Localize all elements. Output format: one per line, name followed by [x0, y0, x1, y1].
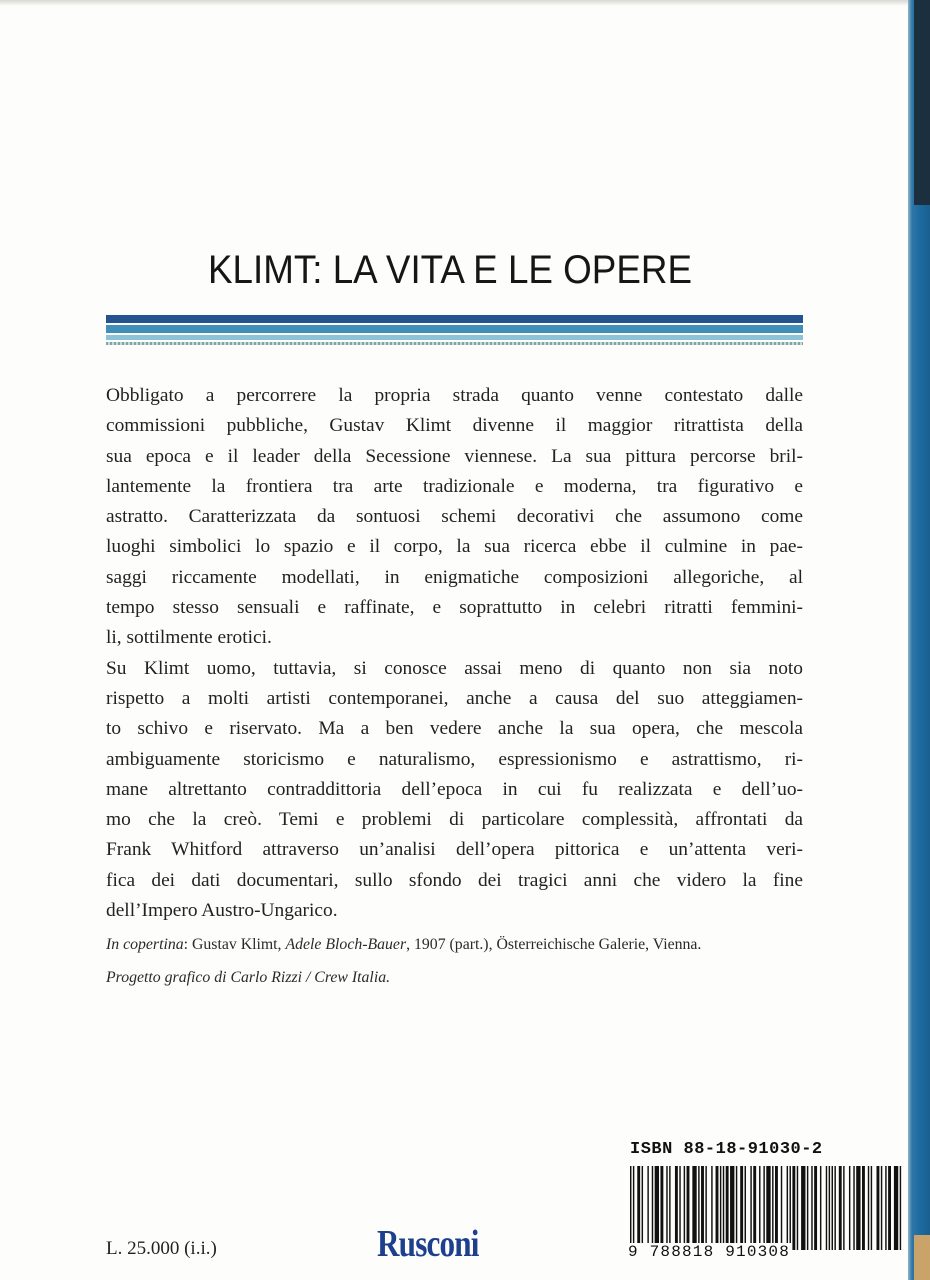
barcode-bar	[736, 1166, 737, 1250]
barcode-bar	[637, 1166, 640, 1250]
barcode-bar	[807, 1166, 808, 1250]
barcode-bar	[811, 1166, 812, 1250]
blurb-line: Obbligato a percorrere la propria strada quanto venne contestato dalle	[106, 385, 803, 406]
blurb-line: lantemente la frontiera tra arte tradizionale e moderna, tra figurativo e	[106, 475, 803, 497]
barcode-bar	[730, 1166, 734, 1250]
barcode-bar	[660, 1166, 663, 1250]
blurb-paragraph-2	[106, 654, 803, 927]
blurb-line: rispetto a molti artisti contemporanei, anche a causa del suo atteggiamen-	[106, 687, 803, 709]
barcode-bar	[750, 1166, 751, 1250]
barcode-bar	[834, 1166, 835, 1250]
barcode-bar	[885, 1166, 886, 1250]
book-title: KLIMT: LA VITA E LE OPERE	[207, 248, 693, 292]
blurb-line: tempo stesso sensuali e raffinate, e soprattutto in celebri ritratti femmini-	[106, 597, 803, 619]
barcode-bar	[669, 1166, 670, 1250]
barcode-bar	[856, 1166, 860, 1250]
barcode-bar	[726, 1166, 729, 1250]
barcode-bar	[745, 1166, 746, 1250]
barcode-bar	[900, 1166, 901, 1250]
barcode-bar	[877, 1166, 880, 1250]
blurb-line: dell’Impero Austro-Ungarico.	[106, 900, 338, 922]
blurb-text	[106, 381, 803, 926]
barcode-digits: 9 788818 910308	[628, 1243, 791, 1261]
spine-tan-block	[914, 1235, 930, 1280]
barcode-bar	[849, 1166, 850, 1250]
barcode-bar	[829, 1166, 830, 1250]
design-credit-text: Progetto grafico di Carlo Rizzi / Crew Italia.	[106, 969, 391, 986]
barcode-bar	[647, 1166, 648, 1250]
blurb-line: mo che la creò. Temi e problemi di particolare complessità, affrontati da	[106, 809, 803, 831]
barcode-bar	[781, 1166, 782, 1250]
barcode-bar	[894, 1166, 898, 1250]
barcode-bar	[655, 1166, 659, 1250]
barcode-bar	[797, 1166, 798, 1250]
cover-credit-label: In copertina	[106, 936, 184, 953]
blurb-line: Frank Whitford attraverso un’analisi dell’opera pittorica e un’attenta veri-	[106, 839, 803, 861]
barcode-bar	[853, 1166, 854, 1250]
barcode-bar	[716, 1166, 719, 1250]
barcode-bar	[814, 1166, 817, 1250]
cover-credit	[106, 928, 826, 961]
blurb-line: ambiguamente storicismo e naturalismo, espressionismo e astrattismo, ri-	[106, 748, 803, 770]
stripe-hatched	[106, 342, 803, 345]
barcode-bar	[871, 1166, 872, 1250]
barcode-bar	[692, 1166, 696, 1250]
barcode-bar	[790, 1166, 791, 1250]
barcode-bar	[801, 1166, 805, 1250]
design-credit	[106, 961, 826, 994]
barcode-bar	[787, 1166, 788, 1250]
barcode-bar	[826, 1166, 827, 1250]
barcode-bar	[723, 1166, 724, 1250]
barcode-bar	[630, 1166, 631, 1250]
cover-credit-work: Adele Bloch-Bauer	[285, 936, 407, 953]
barcode	[626, 1166, 906, 1250]
blurb-line: commissioni pubbliche, Gustav Klimt divenne il maggior ritrattista della	[106, 415, 803, 437]
blurb-line: mane altrettanto contraddittoria dell’epoca in cui fu realizzata e dell’uo-	[106, 778, 803, 800]
spine-edge	[908, 0, 930, 1280]
blurb-line: sua epoca e il leader della Secessione viennese. La sua pittura percorse bril-	[106, 445, 803, 467]
barcode-bar	[862, 1166, 865, 1250]
barcode-bar	[763, 1166, 764, 1250]
publisher-logo: Rusconi	[377, 1223, 479, 1265]
barcode-bar	[666, 1166, 667, 1250]
barcode-bar	[684, 1166, 685, 1250]
barcode-bar	[888, 1166, 891, 1250]
top-edge-shadow	[0, 0, 908, 6]
blurb-line: saggi riccamente modellati, in enigmatiche composizioni allegoriche, al	[106, 566, 803, 588]
barcode-bar	[740, 1166, 743, 1250]
blurb-line: li, sottilmente erotici.	[106, 627, 272, 649]
barcode-bar	[843, 1166, 844, 1250]
barcode-bar	[679, 1166, 680, 1250]
barcode-bar	[698, 1166, 699, 1250]
barcode-bar	[792, 1166, 795, 1250]
blurb-line: luoghi simbolici lo spazio e il corpo, la sua ricerca ebbe il culmine in pae-	[106, 536, 803, 558]
stripe-light-blue	[106, 335, 803, 340]
barcode-bar	[705, 1166, 706, 1250]
barcode-bar	[720, 1166, 721, 1250]
blurb-line: Su Klimt uomo, tuttavia, si conosce assai meno di quanto non sia noto	[106, 657, 803, 679]
barcode-bar	[868, 1166, 869, 1250]
barcode-bar	[701, 1166, 704, 1250]
barcode-bar	[775, 1166, 778, 1250]
barcode-bar	[687, 1166, 690, 1250]
barcode-bar	[820, 1166, 821, 1250]
credits	[106, 928, 826, 994]
barcode-bar	[642, 1166, 643, 1250]
blurb-line: astratto. Caratterizzata da sontuosi schemi decorativi che assumono come	[106, 506, 803, 528]
barcode-bar	[753, 1166, 756, 1250]
stripe-dark-blue	[106, 315, 803, 323]
barcode-bar	[772, 1166, 773, 1250]
cover-credit-artist: : Gustav Klimt,	[183, 936, 286, 953]
barcode-bar	[675, 1166, 678, 1250]
stripe-mid-blue	[106, 325, 803, 333]
barcode-bar	[711, 1166, 712, 1250]
blurb-line: fica dei dati documentari, sullo sfondo dei tragici anni che videro la fine	[106, 869, 803, 891]
barcode-bar	[832, 1166, 833, 1250]
barcode-bar	[766, 1166, 770, 1250]
blurb-paragraph-1	[106, 381, 803, 654]
spine-dark-block	[914, 0, 930, 205]
cover-credit-details: , 1907 (part.), Österreichische Galerie, Vienna.	[406, 936, 702, 953]
barcode-bar	[633, 1166, 634, 1250]
barcode-bar	[881, 1166, 882, 1250]
blurb-line: to schivo e riservato. Ma a ben vedere anche la sua opera, che mescola	[106, 718, 803, 740]
barcode-bar	[759, 1166, 760, 1250]
isbn-label: ISBN 88-18-91030-2	[630, 1140, 823, 1159]
decorative-stripes	[106, 315, 803, 345]
barcode-bar	[652, 1166, 653, 1250]
barcode-bar	[839, 1166, 842, 1250]
price: L. 25.000 (i.i.)	[106, 1238, 217, 1259]
